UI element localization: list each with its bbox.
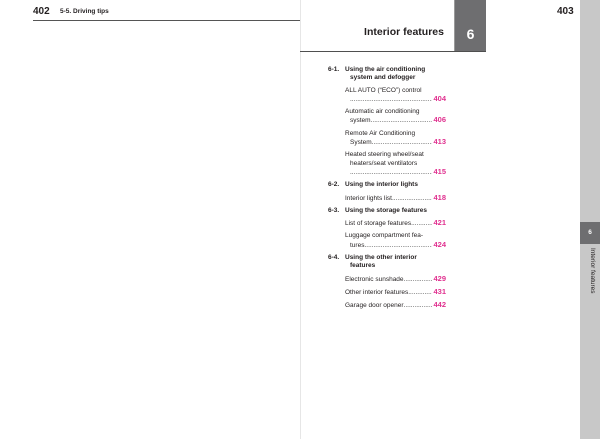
toc-leader-dots: [364, 242, 432, 250]
page-gutter: [300, 0, 301, 439]
toc-entry-text-line: Automatic air conditioning: [345, 108, 420, 116]
toc-page-number[interactable]: 406: [433, 115, 446, 125]
left-page-number: 402: [33, 6, 50, 17]
side-thumb-bar: [580, 0, 600, 439]
toc-leader-dots: [350, 96, 432, 104]
toc-entry-text-line: Luggage compartment fea-: [345, 232, 424, 240]
toc-entry[interactable]: [328, 87, 446, 105]
toc-entry[interactable]: [328, 194, 446, 203]
toc-entry[interactable]: [328, 301, 446, 310]
toc-entry-text: List of storage features: [345, 220, 412, 228]
toc-entry-leader-line: [345, 168, 446, 177]
toc-entry[interactable]: [328, 219, 446, 228]
toc-leader-dots: [411, 220, 432, 228]
toc-section-number: 6-1.: [328, 66, 340, 73]
toc-section-title-line: Using the interior lights: [345, 181, 418, 189]
toc-page-number[interactable]: 415: [433, 166, 446, 176]
toc-entry[interactable]: [328, 130, 446, 148]
table-of-contents: [328, 66, 446, 315]
toc-page-number[interactable]: 442: [433, 300, 446, 310]
chapter-number: 6: [466, 26, 475, 42]
toc-section-number: 6-2.: [328, 181, 340, 189]
toc-entry-text-line: Heated steering wheel/seat: [345, 151, 424, 159]
left-running-head: 5-5. Driving tips: [60, 8, 109, 15]
toc-entry[interactable]: [328, 232, 446, 250]
toc-page-number[interactable]: 413: [433, 137, 446, 147]
toc-section-title-line: Using the storage features: [345, 206, 427, 214]
chapter-header: [300, 0, 580, 52]
toc-entry-text-line: heaters/seat ventilators: [350, 159, 418, 167]
toc-entry-text-line: ALL AUTO (“ECO”) control: [345, 86, 422, 94]
toc-entry-text: Electronic sunshade: [345, 275, 404, 283]
toc-page-number[interactable]: 431: [433, 286, 446, 296]
toc-entry-leader-line: [345, 194, 446, 203]
toc-section-number: 6-3.: [328, 206, 340, 214]
toc-page-number[interactable]: 429: [433, 273, 446, 283]
toc-section-heading: [328, 254, 446, 271]
toc-leader-dots: [408, 289, 432, 297]
toc-page-number[interactable]: 421: [433, 218, 446, 228]
toc-entry[interactable]: [328, 151, 446, 177]
toc-section-heading: [328, 66, 446, 83]
toc-leader-dots: [350, 169, 432, 177]
toc-leader-dots: [404, 302, 433, 310]
toc-leader-dots: [372, 139, 433, 147]
toc-section-title-line: Using the other interior: [345, 254, 417, 262]
toc-entry-leader-line: [345, 241, 446, 250]
toc-leader-dots: [392, 195, 433, 203]
side-tab[interactable]: 6: [580, 222, 600, 244]
toc-leader-dots: [371, 117, 433, 125]
toc-entry[interactable]: [328, 275, 446, 284]
toc-entry[interactable]: [328, 108, 446, 126]
chapter-number-box: [454, 0, 486, 52]
left-header-rule: [33, 20, 300, 21]
toc-page-number[interactable]: 424: [433, 239, 446, 249]
toc-entry-text-line: Remote Air Conditioning: [345, 129, 416, 137]
toc-entry-text: System: [350, 139, 372, 147]
side-tab-label: Interior features: [589, 248, 596, 294]
toc-entry-leader-line: [345, 116, 446, 125]
chapter-rule: [300, 51, 486, 52]
toc-section-heading: [328, 181, 446, 189]
toc-section-number: 6-4.: [328, 254, 340, 262]
toc-entry-leader-line: [345, 138, 446, 147]
toc-entry-text: tures: [350, 241, 365, 249]
toc-entry-leader-line: [345, 95, 446, 104]
toc-entry-leader-line: [345, 219, 446, 228]
toc-page-number[interactable]: 404: [433, 93, 446, 103]
toc-entry-text: Other interior features: [345, 288, 409, 296]
toc-entry-leader-line: [345, 301, 446, 310]
toc-section-title-line: features: [350, 262, 376, 270]
toc-entry-text: Interior lights list: [345, 194, 392, 202]
toc-leader-dots: [404, 276, 433, 284]
toc-section-heading: [328, 207, 446, 215]
toc-section-title-line: system and defogger: [350, 74, 416, 82]
toc-page-number[interactable]: 418: [433, 192, 446, 202]
toc-entry-leader-line: [345, 288, 446, 297]
toc-entry-leader-line: [345, 275, 446, 284]
right-page-number: 403: [557, 6, 574, 17]
toc-entry-text: system: [350, 117, 371, 125]
toc-entry[interactable]: [328, 288, 446, 297]
toc-section-title-line: Using the air conditioning: [345, 66, 426, 73]
toc-entry-text: Garage door opener: [345, 302, 404, 310]
chapter-title: Interior features: [364, 26, 444, 38]
